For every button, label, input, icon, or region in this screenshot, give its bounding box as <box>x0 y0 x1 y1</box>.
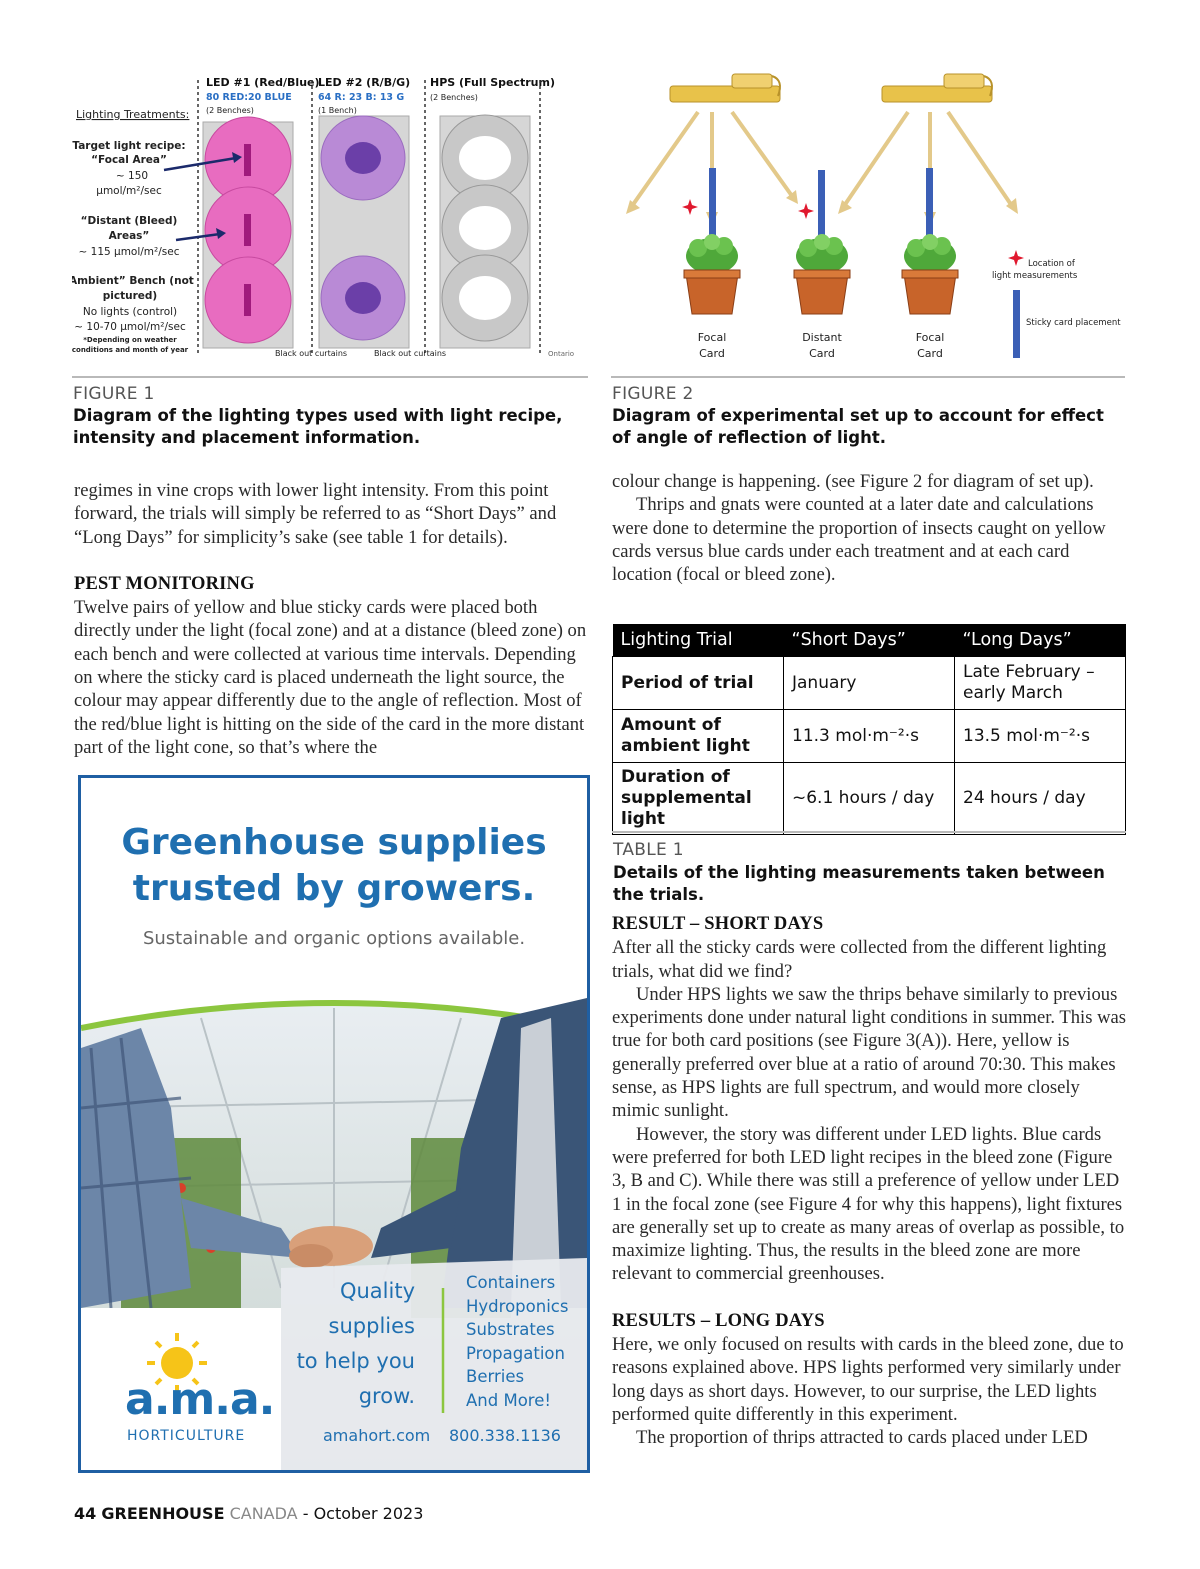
table-1 <box>612 624 1126 835</box>
fig1-ontario-logo: Ontario <box>548 350 575 358</box>
heading-pest-monitoring: PEST MONITORING <box>74 573 255 594</box>
fig1-note-2: conditions and month of year <box>72 346 189 354</box>
fig2-legend-location-2: light measurements <box>992 271 1078 281</box>
heading-result-short-days: RESULT – SHORT DAYS <box>612 914 824 934</box>
fig1-col2-benches: (1 Bench) <box>318 106 357 115</box>
issue-date: - October 2023 <box>302 1504 424 1523</box>
ad-product-list <box>466 1271 568 1412</box>
table-row <box>613 710 1126 763</box>
magazine-name-bold: GREENHOUSE <box>101 1504 225 1523</box>
right-paragraph-3: After all the sticky cards were collected from the different lighting trials, what did we find? <box>612 937 1107 982</box>
left-paragraph-2: Twelve pairs of yellow and blue sticky cards were placed both directly under the light (focal zone) and at a distance (bleed zone) on each bench and were collected at various time intervals. Depending on where the sticky card is placed underneath the light source, the colour may appear differently due to the angle of reflection. Most of the red/blue light is hitting on the side of the card in the more distant part of the light cone, so that’s where the <box>74 597 587 758</box>
page-number: 44 <box>74 1504 97 1523</box>
fig1-note-1: *Depending on weather <box>83 336 177 344</box>
left-paragraph-1: regimes in vine crops with lower light intensity. From this point forward, the trials will simply be referred to as “Short Days” and “Long Days” for simplicity’s sake (see table 1 for details). <box>74 480 557 548</box>
fig1-col3-benches: (2 Benches) <box>430 93 478 102</box>
table-cell: January <box>784 657 955 710</box>
heading-results-long-days: RESULTS – LONG DAYS <box>612 1310 825 1331</box>
fig2-caption-number: FIGURE 2 <box>612 384 694 404</box>
table-header-row <box>613 624 1126 657</box>
fig2-card-2: Card <box>809 347 835 360</box>
light-fixture-right <box>882 74 992 102</box>
figure-1-diagram <box>72 72 590 362</box>
fig1-ambient-2: pictured) <box>102 290 158 302</box>
sticky-card-2 <box>818 170 825 242</box>
right-column-results <box>612 913 1126 1450</box>
fig1-caption: Diagram of the lighting types used with light recipe, intensity and placement information. <box>73 406 563 447</box>
figure-2-diagram <box>612 66 1130 362</box>
ad-phone[interactable]: 800.338.1136 <box>449 1426 561 1445</box>
table-header: Lighting Trial <box>613 624 784 657</box>
ama-logo-sub: HORTICULTURE <box>127 1428 246 1444</box>
ama-logo: a.m.a. <box>125 1374 275 1425</box>
list-item: Hydroponics <box>466 1296 569 1316</box>
ad-tagline-1: Quality <box>339 1279 415 1303</box>
table-caption-number: TABLE 1 <box>613 840 684 860</box>
table-cell: 11.3 mol·m⁻²·s <box>784 710 955 763</box>
fig2-label-1: Focal <box>697 331 727 344</box>
sticky-card-3 <box>926 168 933 244</box>
fig1-col2-name: LED #2 (R/B/G) <box>318 76 411 89</box>
list-item: Substrates <box>466 1320 555 1339</box>
right-paragraph-7: The proportion of thrips attracted to cards placed under LED <box>636 1427 1088 1449</box>
table-cell: 13.5 mol·m⁻²·s <box>955 710 1126 763</box>
table-caption-rule <box>612 831 1126 833</box>
fig1-bleed-3: ~ 115 µmol/m²/sec <box>78 246 180 258</box>
fig2-legend-location-1: Location of <box>1028 259 1075 269</box>
table-cell: 24 hours / day <box>955 763 1126 835</box>
plant-2 <box>794 234 850 314</box>
fig1-curtain-1: Black out curtains <box>275 349 348 358</box>
fig1-col3-name: HPS (Full Spectrum) <box>430 76 555 89</box>
fig2-label-2: Distant <box>802 331 842 344</box>
table-header: “Short Days” <box>784 624 955 657</box>
fig1-ambient-1: ‘Ambient” Bench (not <box>72 275 194 287</box>
fig1-focal-3: ~ 150 <box>115 170 149 182</box>
fig1-col1-benches: (2 Benches) <box>206 106 254 115</box>
right-paragraph-2: Thrips and gnats were counted at a later date and calculations were done to determine the proportion of insects caught on yellow cards versus blue cards under each treatment and at each card location (focal or bleed zone). <box>612 494 1106 586</box>
ama-horticulture-ad[interactable] <box>78 775 590 1473</box>
fig2-caption-rule <box>611 376 1125 378</box>
table-cell: Amount of ambient light <box>613 710 784 763</box>
fig1-treatments-label: Lighting Treatments: <box>76 108 190 121</box>
fig1-focal-4: µmol/m²/sec <box>96 185 162 197</box>
fig2-legend-sticky: Sticky card placement <box>1026 318 1121 328</box>
fig2-card-3: Card <box>917 347 943 360</box>
fig1-bleed-1: “Distant (Bleed) <box>80 215 178 227</box>
list-item: Propagation <box>466 1343 565 1363</box>
light-fixture-left <box>670 74 780 102</box>
hps-circles <box>442 115 528 341</box>
list-item: Berries <box>466 1367 525 1386</box>
fig1-col1-name: LED #1 (Red/Blue) <box>206 76 320 89</box>
fig2-card-1: Card <box>699 347 725 360</box>
ad-tagline <box>297 1274 415 1414</box>
right-paragraph-6: Here, we only focused on results with cards in the bleed zone, due to reasons explained above. HPS lights performed very similarly under long days as short days. However, to our surprise, the LED lights performed quite differently in this experiment. <box>612 1334 1124 1425</box>
fig2-legend-card <box>1013 290 1020 358</box>
list-item: Containers <box>466 1273 556 1292</box>
ad-tagline-4: grow. <box>358 1384 415 1408</box>
sticky-card-1 <box>709 168 716 244</box>
table-header: “Long Days” <box>955 624 1126 657</box>
list-item: And More! <box>466 1390 551 1410</box>
ad-subheadline: Sustainable and organic options available. <box>142 928 526 949</box>
fig1-bleed-2: Areas” <box>108 230 150 242</box>
plant-1 <box>684 234 740 314</box>
fig1-curtain-2: Black out curtains <box>374 349 447 358</box>
fig1-ambient-3: No lights (control) <box>82 306 178 318</box>
fig2-caption: Diagram of experimental set up to account for effect of angle of reflection of light. <box>612 406 1104 447</box>
plant-3 <box>902 234 958 314</box>
right-column-top <box>612 470 1126 586</box>
table-cell: Late February – early March <box>955 657 1126 710</box>
fig1-ambient-4: ~ 10-70 µmol/m²/sec <box>74 321 186 333</box>
magazine-name-light: CANADA <box>229 1504 298 1523</box>
ad-tagline-3: to help you <box>296 1349 415 1373</box>
table-cell: Period of trial <box>613 657 784 710</box>
table-cell: Duration of supplemental light <box>613 763 784 835</box>
table-cell: ~6.1 hours / day <box>784 763 955 835</box>
fig2-label-3: Focal <box>915 331 945 344</box>
fig1-col1-recipe: 80 RED:20 BLUE <box>206 92 292 103</box>
table-row <box>613 657 1126 710</box>
table-row <box>613 763 1126 835</box>
right-paragraph-5: However, the story was different under LED lights. Blue cards were preferred for both LED light recipes in the bleed zone (Figure 3, B and C). While there was still a preference of yellow under LED 1 in the focal zone (see Figure 4 for why this happens), light fixtures are generally set up to create as many areas of overlap as possible, to maximize lighting. Thus, the results in the bleed zone are more relevant to commercial greenhouses. <box>612 1123 1125 1285</box>
ad-url-link[interactable]: amahort.com <box>323 1426 431 1445</box>
fig1-focal-1: Target light recipe: <box>72 140 186 152</box>
left-column <box>74 479 590 759</box>
ad-headline-1: Greenhouse supplies <box>121 822 547 863</box>
ad-headline-2: trusted by growers. <box>132 868 536 909</box>
fig1-col2-recipe: 64 R: 23 B: 13 G <box>318 92 405 103</box>
table-caption: Details of the lighting measurements taken between the trials. <box>613 863 1105 904</box>
fig1-focal-2: “Focal Area” <box>91 154 167 166</box>
right-paragraph-4: Under HPS lights we saw the thrips behave similarly to previous experiments done under natural light conditions in summer. This was true for both card positions (see Figure 3(A)). Here, yellow is generally preferred over blue at a ratio of around 70:30. This makes sense, as HPS lights are full spectrum, and would more closely mimic sunlight. <box>612 983 1126 1122</box>
right-paragraph-1: colour change is happening. (see Figure 2 for diagram of set up). <box>612 471 1094 492</box>
fig1-caption-rule <box>72 376 588 378</box>
ad-tagline-2: supplies <box>328 1314 415 1338</box>
page-footer <box>74 1504 423 1523</box>
fig1-caption-number: FIGURE 1 <box>73 384 155 404</box>
